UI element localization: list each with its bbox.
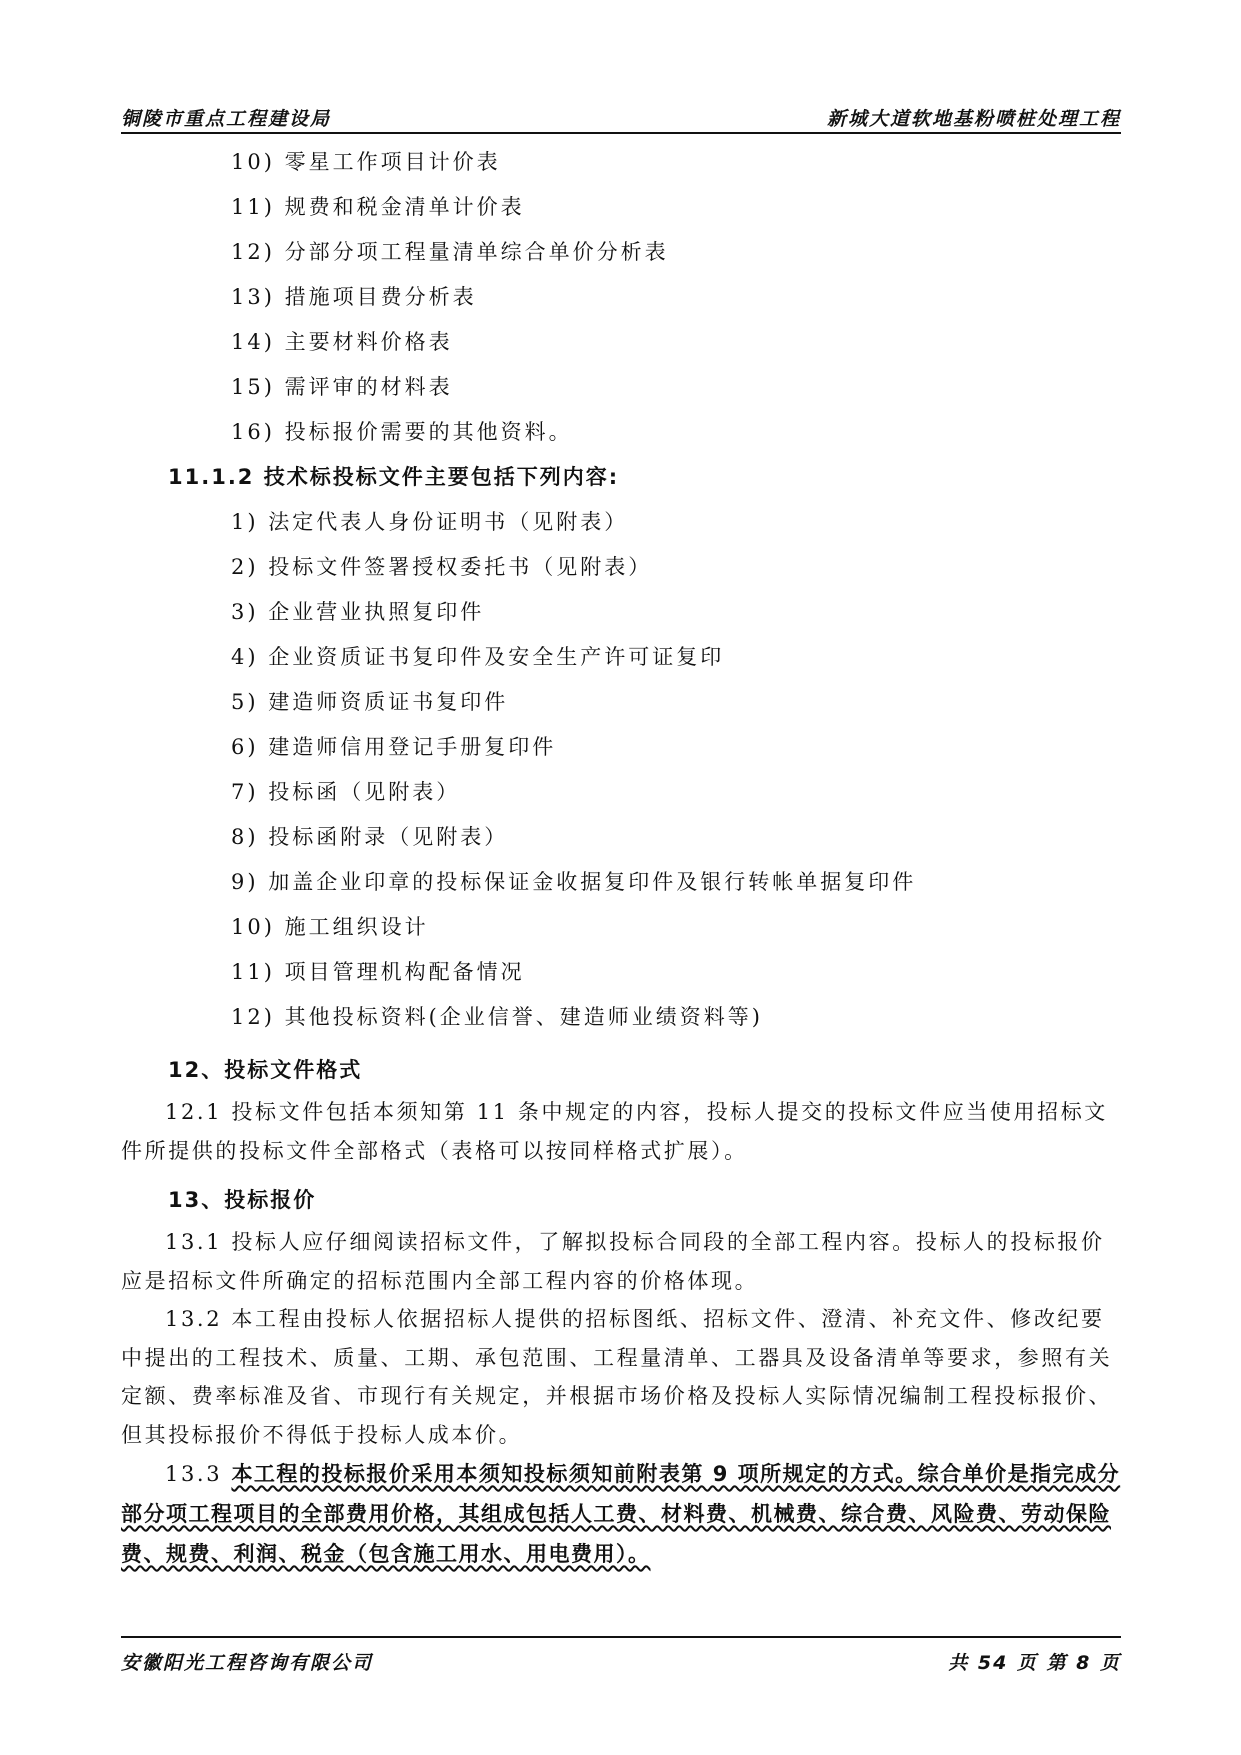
paragraph-13-3-emphasis: 本工程的投标报价采用本须知投标须知前附表第 9 项所规定的方式。综合单价是指完成分部分项工程项目的全部费用价格，其组成包括人工费、材料费、机械费、综合费、风险费、劳动保险费、规费、利润、税金（包含施工用水、用电费用）。 <box>121 1462 1121 1566</box>
list-item: 10) 零星工作项目计价表 <box>231 150 501 174</box>
list-item: 12) 其他投标资料(企业信誉、建造师业绩资料等) <box>231 1005 763 1029</box>
list-item: 11) 项目管理机构配备情况 <box>231 960 525 984</box>
page-number: 共 54 页 第 8 页 <box>948 1652 1121 1674</box>
page-footer <box>121 1636 1121 1674</box>
list-item: 14) 主要材料价格表 <box>231 330 453 354</box>
paragraph-13-3-number: 13.3 <box>165 1462 232 1486</box>
list-item: 12) 分部分项工程量清单综合单价分析表 <box>231 240 669 264</box>
list-item: 3) 企业营业执照复印件 <box>231 600 485 624</box>
list-item: 6) 建造师信用登记手册复印件 <box>231 735 557 759</box>
section-heading-12: 12、投标文件格式 <box>168 1058 363 1082</box>
header-left: 铜陵市重点工程建设局 <box>121 108 332 130</box>
paragraph-13-2: 13.2 本工程由投标人依据招标人提供的招标图纸、招标文件、澄清、补充文件、修改纪要中提出的工程技术、质量、工期、承包范围、工程量清单、工器具及设备清单等要求，参照有关定额、费率标准及省、市现行有关规定，并根据市场价格及投标人实际情况编制工程投标报价、但其投标报价不得低于投标人成本价。 <box>121 1307 1113 1447</box>
list-item: 13) 措施项目费分析表 <box>231 285 477 309</box>
list-item: 5) 建造师资质证书复印件 <box>231 690 509 714</box>
section-heading-11-1-2: 11.1.2 技术标投标文件主要包括下列内容: <box>168 465 620 489</box>
list-item: 15) 需评审的材料表 <box>231 375 453 399</box>
document-body <box>121 140 1121 1574</box>
list-item: 16) 投标报价需要的其他资料。 <box>231 420 573 444</box>
list-item: 8) 投标函附录（见附表） <box>231 825 509 849</box>
pricing-list <box>121 140 1121 455</box>
list-item: 4) 企业资质证书复印件及安全生产许可证复印 <box>231 645 725 669</box>
list-item: 11) 规费和税金清单计价表 <box>231 195 525 219</box>
list-item: 2) 投标文件签署授权委托书（见附表） <box>231 555 653 579</box>
page-header <box>121 104 1121 134</box>
footer-left: 安徽阳光工程咨询有限公司 <box>121 1652 374 1674</box>
paragraph-13-1: 13.1 投标人应仔细阅读招标文件，了解拟投标合同段的全部工程内容。投标人的投标报价应是招标文件所确定的招标范围内全部工程内容的价格体现。 <box>121 1230 1105 1293</box>
section-heading-13: 13、投标报价 <box>168 1188 317 1212</box>
list-item: 10) 施工组织设计 <box>231 915 429 939</box>
tech-bid-list <box>121 500 1121 1040</box>
paragraph-12-1: 12.1 投标文件包括本须知第 11 条中规定的内容，投标人提交的投标文件应当使用招标文件所提供的投标文件全部格式（表格可以按同样格式扩展）。 <box>121 1100 1108 1163</box>
list-item: 7) 投标函（见附表） <box>231 780 461 804</box>
paragraph-13-3 <box>121 1454 1121 1574</box>
list-item: 1) 法定代表人身份证明书（见附表） <box>231 510 629 534</box>
list-item: 9) 加盖企业印章的投标保证金收据复印件及银行转帐单据复印件 <box>231 870 917 894</box>
header-right: 新城大道软地基粉喷桩处理工程 <box>826 108 1121 130</box>
